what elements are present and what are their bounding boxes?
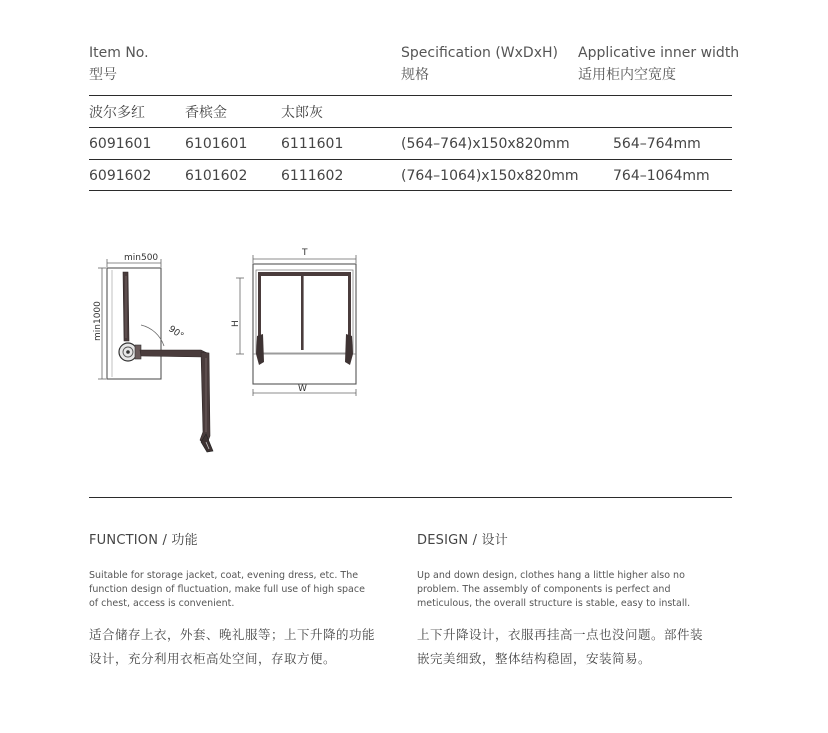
function-description-en <box>89 569 379 611</box>
inner-width-header <box>578 42 739 86</box>
function-en-line: of chest, access is convenient. <box>89 598 235 609</box>
design-en-line: problem. The assembly of components is perfect and <box>417 584 671 595</box>
table-cell: 6091601 <box>89 136 152 152</box>
design-section <box>417 529 717 671</box>
table-cell: 6111601 <box>281 136 344 152</box>
function-en-line: Suitable for storage jacket, coat, evening dress, etc. The <box>89 570 359 581</box>
spec-header-cn: 规格 <box>401 67 429 83</box>
table-cell: 6091602 <box>89 168 152 184</box>
color-champagne-gold: 香槟金 <box>185 105 227 121</box>
design-description-en <box>417 569 717 611</box>
function-description-cn <box>89 623 379 671</box>
front-top-label: T <box>302 248 308 258</box>
side-height-label: min1000 <box>93 301 103 341</box>
table-cell-spec: (764–1064)x150x820mm <box>401 168 579 184</box>
table-cell-width: 564–764mm <box>613 136 701 152</box>
table-divider <box>89 159 732 160</box>
front-width-label: W <box>298 384 307 394</box>
rotation-angle-label: 90° <box>166 324 186 342</box>
function-cn-line: 设计，充分利用衣柜高处空间，存取方便。 <box>89 651 337 666</box>
item-no-header-cn: 型号 <box>89 67 117 83</box>
design-description-cn <box>417 623 717 671</box>
table-cell: 6101602 <box>185 168 248 184</box>
function-title: FUNCTION / 功能 <box>89 533 198 548</box>
table-cell-spec: (564–764)x150x820mm <box>401 136 570 152</box>
design-cn-line: 上下升降设计，衣服再挂高一点也没问题。部件装 <box>417 627 704 642</box>
function-section <box>89 529 379 671</box>
front-view-diagram <box>226 244 361 396</box>
section-divider <box>89 497 732 498</box>
item-no-header <box>89 42 149 86</box>
table-divider <box>89 95 732 96</box>
table-cell-width: 764–1064mm <box>613 168 710 184</box>
color-taro-grey: 太郎灰 <box>281 105 323 121</box>
front-height-label: H <box>231 320 241 327</box>
table-cell: 6111602 <box>281 168 344 184</box>
side-width-label: min500 <box>124 253 159 263</box>
design-en-line: meticulous, the overall structure is stable, easy to install. <box>417 598 691 609</box>
table-cell: 6101601 <box>185 136 248 152</box>
table-divider <box>89 190 732 191</box>
design-en-line: Up and down design, clothes hang a little higher also no <box>417 570 685 581</box>
side-view-diagram <box>88 246 228 461</box>
table-divider <box>89 127 732 128</box>
design-cn-line: 嵌完美细致，整体结构稳固，安装简易。 <box>417 651 652 666</box>
function-cn-line: 适合储存上衣，外套、晚礼服等；上下升降的功能 <box>89 627 376 642</box>
spec-header <box>401 42 558 86</box>
item-no-header-en: Item No. <box>89 45 149 61</box>
function-en-line: function design of fluctuation, make full use of high space <box>89 584 365 595</box>
inner-width-header-cn: 适用柜内空宽度 <box>578 67 676 83</box>
inner-width-header-en: Applicative inner width <box>578 45 740 61</box>
design-title: DESIGN / 设计 <box>417 533 508 548</box>
color-bordeaux-red: 波尔多红 <box>89 105 145 121</box>
spec-header-en: Specification (WxDxH) <box>401 45 558 61</box>
